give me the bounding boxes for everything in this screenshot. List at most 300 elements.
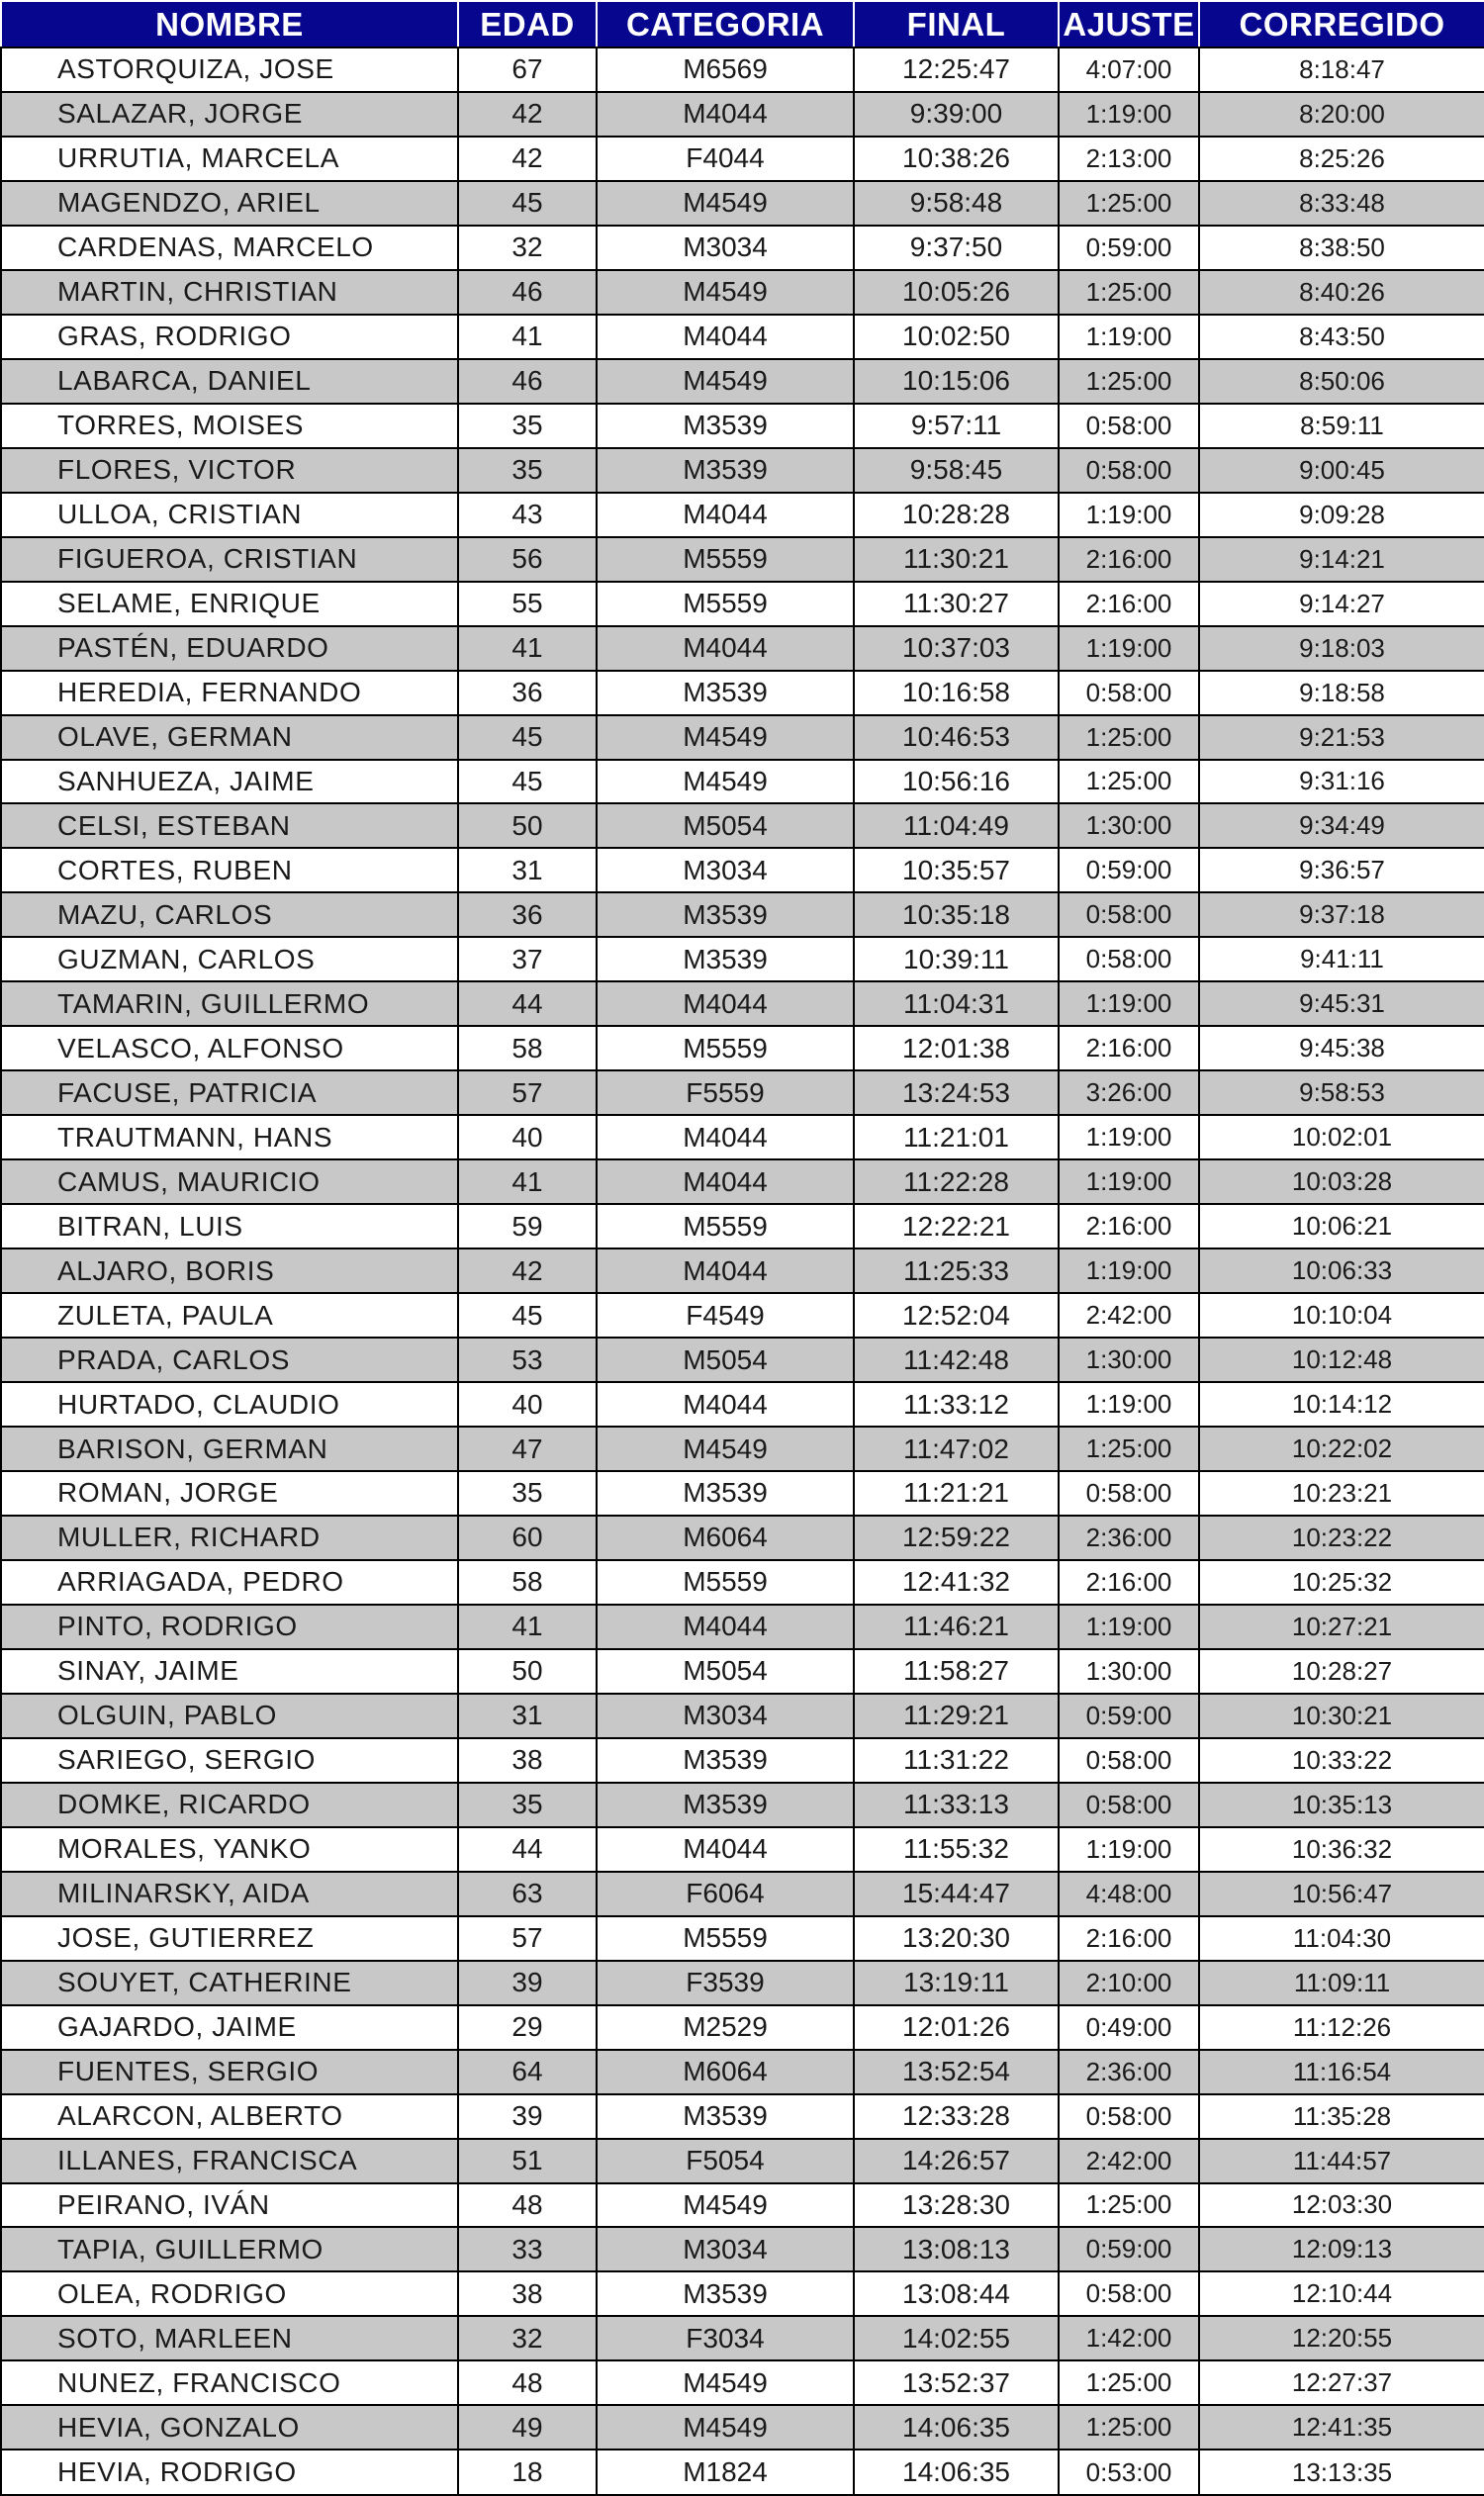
cell-nombre: SELAME, ENRIQUE	[1, 582, 458, 626]
cell-nombre: ZULETA, PAULA	[1, 1293, 458, 1338]
cell-nombre: LABARCA, DANIEL	[1, 359, 458, 404]
cell-ajuste: 2:36:00	[1059, 1516, 1199, 1560]
table-row	[1, 2139, 1484, 2183]
cell-corregido: 8:59:11	[1199, 404, 1484, 448]
cell-nombre: HEREDIA, FERNANDO	[1, 671, 458, 715]
cell-nombre: MILINARSKY, AIDA	[1, 1872, 458, 1916]
cell-corregido: 9:00:45	[1199, 448, 1484, 493]
cell-ajuste: 0:58:00	[1059, 1783, 1199, 1827]
cell-ajuste: 0:58:00	[1059, 448, 1199, 493]
cell-categoria: M5559	[597, 1204, 854, 1248]
cell-edad: 31	[458, 1694, 597, 1738]
cell-ajuste: 1:19:00	[1059, 493, 1199, 537]
cell-nombre: ALARCON, ALBERTO	[1, 2094, 458, 2139]
cell-categoria: M4044	[597, 315, 854, 359]
cell-corregido: 10:25:32	[1199, 1560, 1484, 1605]
cell-nombre: NUNEZ, FRANCISCO	[1, 2360, 458, 2405]
cell-final: 11:31:22	[854, 1738, 1059, 1783]
cell-final: 11:33:13	[854, 1783, 1059, 1827]
cell-nombre: GAJARDO, JAIME	[1, 2005, 458, 2050]
cell-final: 9:58:45	[854, 448, 1059, 493]
cell-final: 10:02:50	[854, 315, 1059, 359]
table-row	[1, 1827, 1484, 1872]
cell-final: 13:08:13	[854, 2227, 1059, 2271]
cell-edad: 44	[458, 981, 597, 1026]
cell-edad: 50	[458, 803, 597, 848]
cell-ajuste: 1:19:00	[1059, 1248, 1199, 1293]
cell-final: 13:52:54	[854, 2050, 1059, 2094]
cell-ajuste: 1:25:00	[1059, 270, 1199, 315]
cell-ajuste: 0:58:00	[1059, 1471, 1199, 1516]
cell-final: 13:52:37	[854, 2360, 1059, 2405]
cell-nombre: HEVIA, GONZALO	[1, 2405, 458, 2450]
cell-corregido: 10:30:21	[1199, 1694, 1484, 1738]
cell-corregido: 10:02:01	[1199, 1115, 1484, 1159]
cell-corregido: 12:41:35	[1199, 2405, 1484, 2450]
cell-corregido: 8:33:48	[1199, 181, 1484, 226]
cell-edad: 50	[458, 1649, 597, 1694]
cell-final: 11:55:32	[854, 1827, 1059, 1872]
table-row	[1, 270, 1484, 315]
cell-categoria: M4549	[597, 2360, 854, 2405]
table-row	[1, 1916, 1484, 1961]
cell-nombre: ULLOA, CRISTIAN	[1, 493, 458, 537]
cell-categoria: M3034	[597, 226, 854, 270]
table-row	[1, 1026, 1484, 1070]
table-row	[1, 1605, 1484, 1649]
cell-edad: 18	[458, 2450, 597, 2495]
cell-categoria: F3034	[597, 2316, 854, 2360]
cell-corregido: 10:12:48	[1199, 1338, 1484, 1382]
cell-corregido: 11:35:28	[1199, 2094, 1484, 2139]
cell-final: 13:24:53	[854, 1070, 1059, 1115]
cell-ajuste: 0:58:00	[1059, 937, 1199, 981]
cell-edad: 46	[458, 359, 597, 404]
cell-categoria: M6064	[597, 2050, 854, 2094]
cell-nombre: FUENTES, SERGIO	[1, 2050, 458, 2094]
cell-ajuste: 1:25:00	[1059, 2405, 1199, 2450]
cell-categoria: M4044	[597, 981, 854, 1026]
cell-corregido: 10:28:27	[1199, 1649, 1484, 1694]
cell-ajuste: 1:19:00	[1059, 92, 1199, 137]
table-row	[1, 2316, 1484, 2360]
cell-edad: 41	[458, 1605, 597, 1649]
cell-corregido: 10:35:13	[1199, 1783, 1484, 1827]
cell-nombre: SOUYET, CATHERINE	[1, 1961, 458, 2005]
cell-edad: 51	[458, 2139, 597, 2183]
cell-edad: 45	[458, 760, 597, 804]
cell-ajuste: 1:19:00	[1059, 1382, 1199, 1427]
cell-edad: 42	[458, 1248, 597, 1293]
cell-final: 11:04:31	[854, 981, 1059, 1026]
cell-final: 11:22:28	[854, 1159, 1059, 1204]
cell-final: 9:58:48	[854, 181, 1059, 226]
cell-nombre: TORRES, MOISES	[1, 404, 458, 448]
table-row	[1, 1471, 1484, 1516]
cell-categoria: M3539	[597, 1471, 854, 1516]
cell-edad: 35	[458, 1783, 597, 1827]
cell-corregido: 11:04:30	[1199, 1916, 1484, 1961]
table-row	[1, 626, 1484, 671]
cell-edad: 40	[458, 1382, 597, 1427]
cell-nombre: GRAS, RODRIGO	[1, 315, 458, 359]
cell-final: 12:41:32	[854, 1560, 1059, 1605]
cell-edad: 32	[458, 226, 597, 270]
cell-corregido: 9:14:27	[1199, 582, 1484, 626]
cell-final: 9:37:50	[854, 226, 1059, 270]
cell-ajuste: 2:42:00	[1059, 1293, 1199, 1338]
cell-categoria: M4549	[597, 715, 854, 760]
table-row	[1, 2450, 1484, 2495]
cell-categoria: M4044	[597, 92, 854, 137]
cell-ajuste: 1:25:00	[1059, 2183, 1199, 2228]
cell-categoria: M3034	[597, 2227, 854, 2271]
cell-final: 14:26:57	[854, 2139, 1059, 2183]
cell-edad: 29	[458, 2005, 597, 2050]
cell-nombre: ROMAN, JORGE	[1, 1471, 458, 1516]
table-row	[1, 1159, 1484, 1204]
cell-nombre: PINTO, RODRIGO	[1, 1605, 458, 1649]
table-row	[1, 448, 1484, 493]
table-row	[1, 2005, 1484, 2050]
table-row	[1, 1115, 1484, 1159]
table-row	[1, 1872, 1484, 1916]
cell-categoria: M5559	[597, 1916, 854, 1961]
cell-nombre: CAMUS, MAURICIO	[1, 1159, 458, 1204]
cell-nombre: TRAUTMANN, HANS	[1, 1115, 458, 1159]
cell-categoria: M1824	[597, 2450, 854, 2495]
cell-ajuste: 1:30:00	[1059, 1338, 1199, 1382]
cell-corregido: 10:10:04	[1199, 1293, 1484, 1338]
cell-categoria: M5559	[597, 1560, 854, 1605]
cell-ajuste: 0:58:00	[1059, 2094, 1199, 2139]
table-row	[1, 1293, 1484, 1338]
cell-edad: 35	[458, 448, 597, 493]
cell-nombre: FLORES, VICTOR	[1, 448, 458, 493]
cell-nombre: GUZMAN, CARLOS	[1, 937, 458, 981]
cell-corregido: 10:36:32	[1199, 1827, 1484, 1872]
cell-ajuste: 1:25:00	[1059, 760, 1199, 804]
cell-edad: 39	[458, 2094, 597, 2139]
cell-categoria: M4549	[597, 1427, 854, 1471]
cell-final: 10:05:26	[854, 270, 1059, 315]
cell-categoria: M4549	[597, 2405, 854, 2450]
cell-nombre: FACUSE, PATRICIA	[1, 1070, 458, 1115]
cell-corregido: 10:22:02	[1199, 1427, 1484, 1471]
cell-final: 13:08:44	[854, 2271, 1059, 2316]
table-row	[1, 137, 1484, 181]
cell-nombre: DOMKE, RICARDO	[1, 1783, 458, 1827]
table-row	[1, 2050, 1484, 2094]
table-row	[1, 1070, 1484, 1115]
cell-corregido: 10:56:47	[1199, 1872, 1484, 1916]
cell-corregido: 9:14:21	[1199, 537, 1484, 582]
table-row	[1, 493, 1484, 537]
cell-ajuste: 2:13:00	[1059, 137, 1199, 181]
cell-nombre: OLGUIN, PABLO	[1, 1694, 458, 1738]
cell-nombre: VELASCO, ALFONSO	[1, 1026, 458, 1070]
cell-edad: 38	[458, 2271, 597, 2316]
cell-corregido: 10:14:12	[1199, 1382, 1484, 1427]
cell-edad: 57	[458, 1070, 597, 1115]
cell-corregido: 8:25:26	[1199, 137, 1484, 181]
table-row	[1, 937, 1484, 981]
cell-categoria: M3539	[597, 1783, 854, 1827]
cell-nombre: PEIRANO, IVÁN	[1, 2183, 458, 2228]
table-row	[1, 981, 1484, 1026]
cell-edad: 43	[458, 493, 597, 537]
cell-corregido: 10:23:22	[1199, 1516, 1484, 1560]
table-row	[1, 1382, 1484, 1427]
cell-edad: 39	[458, 1961, 597, 2005]
header-categoria: CATEGORIA	[597, 1, 854, 47]
table-row	[1, 803, 1484, 848]
cell-categoria: M4549	[597, 760, 854, 804]
cell-final: 11:29:21	[854, 1694, 1059, 1738]
cell-categoria: F5054	[597, 2139, 854, 2183]
cell-ajuste: 2:16:00	[1059, 1916, 1199, 1961]
cell-nombre: TAPIA, GUILLERMO	[1, 2227, 458, 2271]
cell-edad: 44	[458, 1827, 597, 1872]
cell-corregido: 9:31:16	[1199, 760, 1484, 804]
cell-corregido: 13:13:35	[1199, 2450, 1484, 2495]
cell-nombre: BITRAN, LUIS	[1, 1204, 458, 1248]
cell-final: 10:56:16	[854, 760, 1059, 804]
cell-ajuste: 1:19:00	[1059, 1115, 1199, 1159]
cell-nombre: HURTADO, CLAUDIO	[1, 1382, 458, 1427]
cell-categoria: M6569	[597, 47, 854, 92]
cell-ajuste: 2:36:00	[1059, 2050, 1199, 2094]
cell-corregido: 8:43:50	[1199, 315, 1484, 359]
cell-final: 11:21:01	[854, 1115, 1059, 1159]
table-row	[1, 92, 1484, 137]
cell-final: 13:20:30	[854, 1916, 1059, 1961]
table-row	[1, 1560, 1484, 1605]
cell-corregido: 9:34:49	[1199, 803, 1484, 848]
cell-edad: 35	[458, 1471, 597, 1516]
cell-nombre: URRUTIA, MARCELA	[1, 137, 458, 181]
cell-final: 11:04:49	[854, 803, 1059, 848]
cell-corregido: 10:23:21	[1199, 1471, 1484, 1516]
cell-categoria: M5559	[597, 537, 854, 582]
cell-corregido: 8:40:26	[1199, 270, 1484, 315]
header-nombre: NOMBRE	[1, 1, 458, 47]
cell-ajuste: 0:59:00	[1059, 226, 1199, 270]
table-row	[1, 2094, 1484, 2139]
cell-final: 11:47:02	[854, 1427, 1059, 1471]
cell-final: 11:42:48	[854, 1338, 1059, 1382]
cell-edad: 42	[458, 137, 597, 181]
cell-edad: 48	[458, 2183, 597, 2228]
cell-corregido: 9:21:53	[1199, 715, 1484, 760]
cell-final: 12:01:38	[854, 1026, 1059, 1070]
table-row	[1, 2360, 1484, 2405]
table-row	[1, 2227, 1484, 2271]
cell-corregido: 11:12:26	[1199, 2005, 1484, 2050]
cell-ajuste: 0:59:00	[1059, 1694, 1199, 1738]
cell-ajuste: 1:19:00	[1059, 1159, 1199, 1204]
table-row	[1, 404, 1484, 448]
cell-final: 10:38:26	[854, 137, 1059, 181]
cell-categoria: M3539	[597, 2271, 854, 2316]
cell-corregido: 9:09:28	[1199, 493, 1484, 537]
header-edad: EDAD	[458, 1, 597, 47]
cell-final: 14:06:35	[854, 2405, 1059, 2450]
cell-corregido: 11:16:54	[1199, 2050, 1484, 2094]
cell-ajuste: 1:19:00	[1059, 981, 1199, 1026]
cell-final: 10:37:03	[854, 626, 1059, 671]
cell-final: 11:46:21	[854, 1605, 1059, 1649]
table-row	[1, 1694, 1484, 1738]
cell-edad: 49	[458, 2405, 597, 2450]
cell-final: 10:15:06	[854, 359, 1059, 404]
cell-corregido: 10:06:21	[1199, 1204, 1484, 1248]
cell-corregido: 10:06:33	[1199, 1248, 1484, 1293]
cell-categoria: M3034	[597, 848, 854, 892]
cell-final: 10:16:58	[854, 671, 1059, 715]
cell-ajuste: 4:07:00	[1059, 47, 1199, 92]
cell-categoria: M4549	[597, 2183, 854, 2228]
cell-ajuste: 0:58:00	[1059, 892, 1199, 937]
cell-nombre: SALAZAR, JORGE	[1, 92, 458, 137]
cell-nombre: ALJARO, BORIS	[1, 1248, 458, 1293]
table-row	[1, 2183, 1484, 2228]
cell-edad: 36	[458, 671, 597, 715]
cell-categoria: M5559	[597, 1026, 854, 1070]
table-row	[1, 1783, 1484, 1827]
cell-ajuste: 0:59:00	[1059, 848, 1199, 892]
cell-ajuste: 0:53:00	[1059, 2450, 1199, 2495]
table-row	[1, 47, 1484, 92]
header-final: FINAL	[854, 1, 1059, 47]
cell-edad: 37	[458, 937, 597, 981]
cell-categoria: M3539	[597, 2094, 854, 2139]
cell-final: 11:21:21	[854, 1471, 1059, 1516]
cell-corregido: 9:18:03	[1199, 626, 1484, 671]
cell-final: 11:58:27	[854, 1649, 1059, 1694]
cell-categoria: F3539	[597, 1961, 854, 2005]
cell-final: 13:28:30	[854, 2183, 1059, 2228]
cell-edad: 60	[458, 1516, 597, 1560]
cell-categoria: F5559	[597, 1070, 854, 1115]
cell-ajuste: 3:26:00	[1059, 1070, 1199, 1115]
cell-final: 12:59:22	[854, 1516, 1059, 1560]
cell-corregido: 11:44:57	[1199, 2139, 1484, 2183]
cell-categoria: M4549	[597, 270, 854, 315]
cell-categoria: M4044	[597, 626, 854, 671]
cell-corregido: 8:18:47	[1199, 47, 1484, 92]
cell-nombre: SARIEGO, SERGIO	[1, 1738, 458, 1783]
cell-ajuste: 1:19:00	[1059, 626, 1199, 671]
cell-final: 11:25:33	[854, 1248, 1059, 1293]
cell-edad: 58	[458, 1026, 597, 1070]
cell-categoria: M3539	[597, 937, 854, 981]
cell-final: 11:30:27	[854, 582, 1059, 626]
cell-edad: 32	[458, 2316, 597, 2360]
cell-corregido: 12:27:37	[1199, 2360, 1484, 2405]
cell-edad: 45	[458, 1293, 597, 1338]
cell-categoria: M4044	[597, 1159, 854, 1204]
table-row	[1, 1961, 1484, 2005]
cell-nombre: OLEA, RODRIGO	[1, 2271, 458, 2316]
cell-final: 15:44:47	[854, 1872, 1059, 1916]
cell-nombre: SANHUEZA, JAIME	[1, 760, 458, 804]
cell-final: 14:02:55	[854, 2316, 1059, 2360]
cell-categoria: M3539	[597, 404, 854, 448]
cell-corregido: 12:03:30	[1199, 2183, 1484, 2228]
cell-categoria: M4044	[597, 1248, 854, 1293]
cell-final: 10:35:57	[854, 848, 1059, 892]
cell-categoria: M4549	[597, 359, 854, 404]
cell-nombre: OLAVE, GERMAN	[1, 715, 458, 760]
cell-edad: 41	[458, 626, 597, 671]
cell-edad: 45	[458, 715, 597, 760]
cell-categoria: M4044	[597, 1382, 854, 1427]
cell-corregido: 9:36:57	[1199, 848, 1484, 892]
cell-final: 11:30:21	[854, 537, 1059, 582]
cell-categoria: M4044	[597, 1115, 854, 1159]
cell-final: 12:01:26	[854, 2005, 1059, 2050]
cell-ajuste: 1:19:00	[1059, 1605, 1199, 1649]
cell-ajuste: 2:42:00	[1059, 2139, 1199, 2183]
cell-nombre: HEVIA, RODRIGO	[1, 2450, 458, 2495]
cell-categoria: M2529	[597, 2005, 854, 2050]
cell-categoria: M4044	[597, 1605, 854, 1649]
cell-edad: 46	[458, 270, 597, 315]
table-row	[1, 537, 1484, 582]
cell-ajuste: 2:16:00	[1059, 1026, 1199, 1070]
cell-ajuste: 0:59:00	[1059, 2227, 1199, 2271]
cell-final: 14:06:35	[854, 2450, 1059, 2495]
header-row	[1, 1, 1484, 47]
cell-edad: 31	[458, 848, 597, 892]
cell-nombre: SOTO, MARLEEN	[1, 2316, 458, 2360]
cell-nombre: MAGENDZO, ARIEL	[1, 181, 458, 226]
table-row	[1, 226, 1484, 270]
cell-nombre: CELSI, ESTEBAN	[1, 803, 458, 848]
cell-categoria: M3034	[597, 1694, 854, 1738]
cell-categoria: F4549	[597, 1293, 854, 1338]
cell-corregido: 12:10:44	[1199, 2271, 1484, 2316]
cell-corregido: 10:33:22	[1199, 1738, 1484, 1783]
cell-edad: 41	[458, 1159, 597, 1204]
cell-categoria: F6064	[597, 1872, 854, 1916]
cell-categoria: M4549	[597, 181, 854, 226]
cell-edad: 38	[458, 1738, 597, 1783]
cell-ajuste: 2:16:00	[1059, 582, 1199, 626]
table-row	[1, 760, 1484, 804]
table-header	[1, 1, 1484, 47]
table-row	[1, 181, 1484, 226]
cell-ajuste: 1:25:00	[1059, 181, 1199, 226]
cell-ajuste: 2:16:00	[1059, 1204, 1199, 1248]
table-row	[1, 1204, 1484, 1248]
cell-final: 10:28:28	[854, 493, 1059, 537]
cell-edad: 40	[458, 1115, 597, 1159]
cell-corregido: 8:38:50	[1199, 226, 1484, 270]
table-row	[1, 671, 1484, 715]
cell-nombre: ILLANES, FRANCISCA	[1, 2139, 458, 2183]
cell-final: 12:22:21	[854, 1204, 1059, 1248]
cell-nombre: PRADA, CARLOS	[1, 1338, 458, 1382]
cell-nombre: MARTIN, CHRISTIAN	[1, 270, 458, 315]
cell-edad: 48	[458, 2360, 597, 2405]
table-row	[1, 2271, 1484, 2316]
table-row	[1, 359, 1484, 404]
cell-edad: 47	[458, 1427, 597, 1471]
cell-edad: 64	[458, 2050, 597, 2094]
cell-final: 10:35:18	[854, 892, 1059, 937]
